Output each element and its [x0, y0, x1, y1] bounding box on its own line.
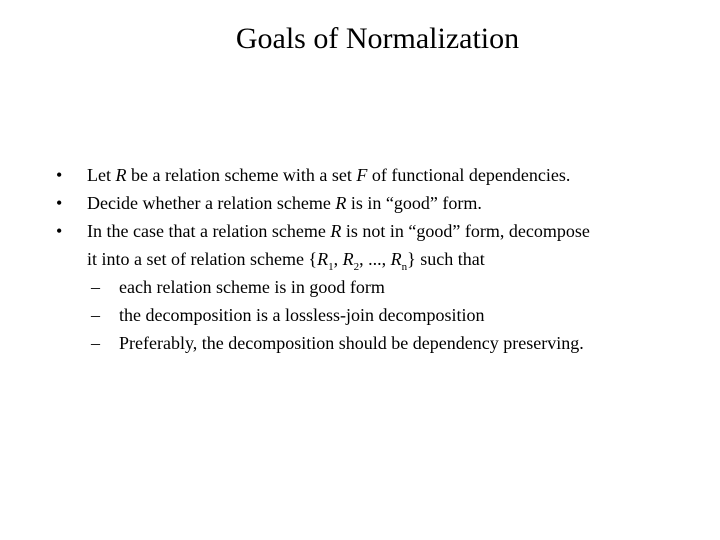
- separator: ,: [333, 249, 343, 269]
- bullet-1-text-b: be a relation scheme with a set: [126, 165, 357, 185]
- subscript-1: 1: [328, 261, 334, 273]
- bullet-1-text-a: Let: [87, 165, 116, 185]
- bullet-marker: •: [56, 165, 63, 185]
- separator-ellipsis: , ...,: [359, 249, 391, 269]
- sub-item-1: [56, 273, 706, 301]
- bullet-item-3: [56, 217, 706, 273]
- bullet-3-text-c: it into a set of relation scheme {: [87, 249, 318, 269]
- variable-r: R: [115, 165, 127, 185]
- dash-marker: –: [91, 277, 100, 297]
- sub-item-text: each relation scheme is in good form: [119, 277, 385, 297]
- sub-item-2: [56, 301, 706, 329]
- bullet-item-1: [56, 161, 706, 189]
- bullet-2-text-b: is in “good” form.: [346, 193, 482, 213]
- bullet-3-text-b: is not in “good” form, decompose: [341, 221, 590, 241]
- bullet-3-text-d: } such that: [407, 249, 485, 269]
- sub-item-3: [56, 329, 706, 357]
- subscript-n: n: [401, 261, 408, 273]
- bullet-2-text-a: Decide whether a relation scheme: [87, 193, 336, 213]
- variable-r2: R: [342, 249, 354, 269]
- bullet-list: [56, 161, 706, 357]
- bullet-marker: •: [56, 221, 63, 241]
- variable-f: F: [356, 165, 368, 185]
- variable-r1: R: [317, 249, 329, 269]
- bullet-1-text-c: of functional dependencies.: [367, 165, 571, 185]
- variable-r: R: [335, 193, 347, 213]
- dash-marker: –: [91, 305, 100, 325]
- variable-rn: R: [390, 249, 402, 269]
- slide-title: Goals of Normalization: [235, 22, 520, 55]
- bullet-marker: •: [56, 193, 63, 213]
- subscript-2: 2: [353, 261, 360, 273]
- sub-item-text: the decomposition is a lossless-join decomposition: [119, 305, 485, 325]
- variable-r: R: [330, 221, 342, 241]
- sub-item-text: Preferably, the decomposition should be dependency preserving.: [119, 333, 584, 353]
- bullet-3-text-a: In the case that a relation scheme: [87, 221, 331, 241]
- bullet-item-2: [56, 189, 706, 217]
- dash-marker: –: [91, 333, 100, 353]
